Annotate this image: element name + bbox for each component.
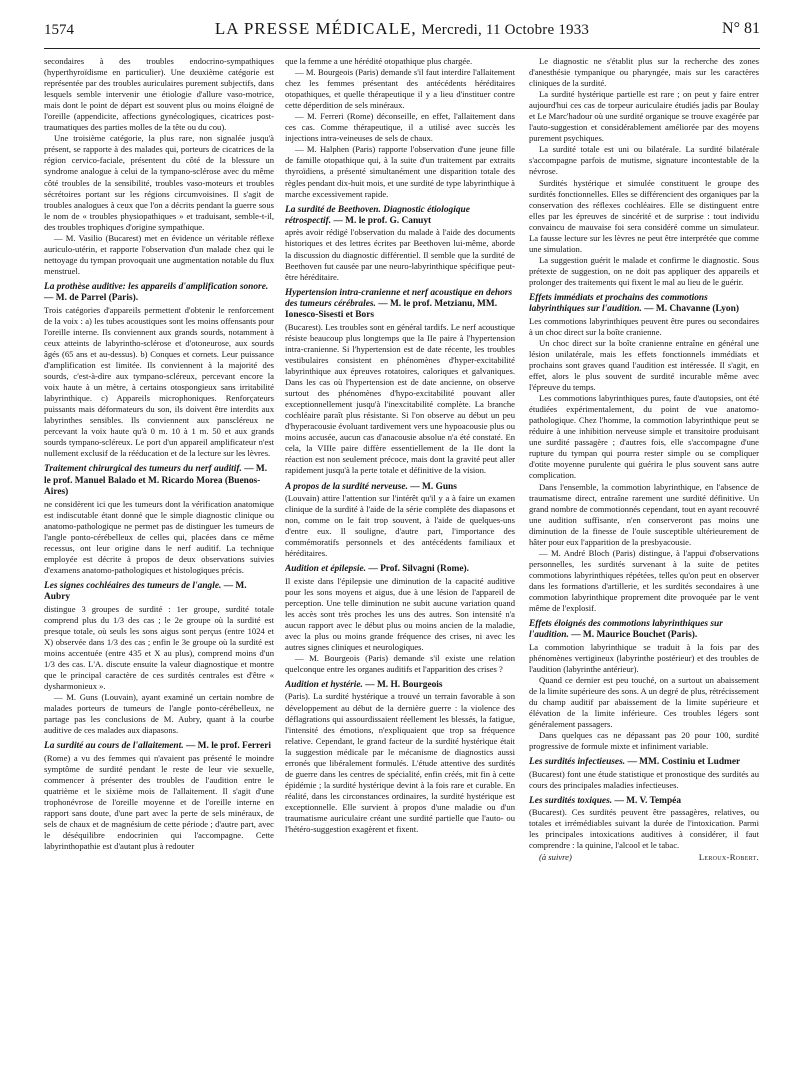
heading-author: — M. Aubry <box>44 580 247 603</box>
paragraph: Trois catégories d'appareils permettent d'obtenir le renforcement de la voix : a) les tubes acoustiques sont les moins offensants pour l'oreille interne. Ils conviennent aux grands sourds, notamment à ceux atteints de labyrintho-sclérose et d'otoneurose, aux sourds âgés (65 ans et au-dessus). b) Conques et cornets. Leur puissance d'amplification est limitée. Ils conviennent à la majorité des sourds, c'est-à-dire aux tympano-scléreux, percevant encore la voix haute à un mètre, à certains otospongieux sans irritabilité labyrinthique. c) Appareils microphoniques. Renforçateurs puissants mais déformateurs du son, ils doivent être interdits aux labyrinthes sensibles. Ils conviennent aux panscléreux ne percevant la voix haute qu'à 0 m. 10 à 1 m. 50 et aux grands sourds tympano-scléreux. Le port d'un appareil amplificateur n'est nullement exclusif de la rééducation et de la lecture sur les lèvres. <box>44 304 274 459</box>
paragraph: — M. André Bloch (Paris) distingue, à l'appui d'observations personnelles, les surdités survenant à la suite de petites commotions labyrinthiques répétées, telles qu'on peut en observer dans les formations d'artillerie, et les surdités secondaires à une commotion labyrinthique proprement dite provoquée par le vent même de l'explosif. <box>529 547 759 614</box>
paragraph: (Louvain) attire l'attention sur l'intérêt qu'il y a à faire un examen clinique de la surdité à l'aide de la série complète des diapasons et non, comme on le fait trop souvent, à l'aide de quelques-uns d'entre eux. Il souligne, d'autre part, l'importance des commémoratifs personnels et des antécédents familiaux et héréditaires. <box>285 492 515 559</box>
author-signature: Leroux-Robert. <box>698 852 759 863</box>
section-heading <box>285 564 515 575</box>
paragraph: Dans l'ensemble, la commotion labyrinthique, en l'absence de traumatisme direct, entraîne rarement une surdité définitive. Un grand nombre de commotionnés cependant, tout en ayant recouvré une audition suffisante, n'en conserveront pas moins une diminution de la finesse de l'ouïe susceptible ultérieurement de hâter pour eux l'apparition de la presbyacousie. <box>529 481 759 547</box>
section-heading <box>529 293 759 316</box>
heading-author: — M. le prof. Metzianu, MM. Ionesco-Sisesti et Bors <box>285 299 498 321</box>
paragraph: que la femme a une hérédité otopathique plus chargée. <box>285 56 473 66</box>
paragraph: (Rome) a vu des femmes qui n'avaient pas présenté le moindre symptôme de surdité pendant le reste de leur vie sexuelle, commencer à présenter des troubles de l'audition entre le quatrième et le sixième mois de l'allaitement. Il s'agit d'une trophonévrose de l'oreille moyenne et de l'oreille interne en rapport sans doute, d'une part avec la perte de sels minéraux, de sels de chaux et de magnésium de cette période ; d'autre part, avec le déséquilibre endocrinien qui l'accompagne. Cette labyrinthopathie est d'autant plus à redouter <box>44 752 274 852</box>
section-heading <box>44 741 274 752</box>
article-signature <box>529 852 759 863</box>
page-header <box>44 18 760 48</box>
paragraph: Quand ce dernier est peu touché, on a surtout un abaissement de la limite supérieure des sons. A un degré de plus, rétrécissement du champ auditif par abaissement de la limite supérieure et élévation de la limite inférieure. Ces troubles légers sont généralement passagers. <box>529 675 759 730</box>
heading-title: Audition et épilepsie. <box>285 564 366 575</box>
heading-author: — MM. Costiniu et Ludmer <box>627 757 741 768</box>
heading-title: Traitement chirurgical des tumeurs du nerf auditif. <box>44 464 242 475</box>
paragraph: Dans quelques cas ne dépassant pas 20 pour 100, surdité progressive de formule mixte et infiniment variable. <box>529 730 759 752</box>
page-number: 1574 <box>44 22 74 38</box>
issue-number: N° 81 <box>722 20 760 37</box>
paragraph: Le diagnostic ne s'établit plus sur la recherche des zones d'anesthésie tympanique ou pharyngée, mais sur les caractères cliniques de la surdité. <box>529 56 759 89</box>
paragraph: Les commotions labyrinthiques pures, faute d'autopsies, ont été étudiées expérimentalement, du point de vue anatomo-pathologique. Chez l'homme, la commotion labyrinthique peut se réduire à une inhibition nerveuse simple et transitoire produisant une surdité passagère ; d'autres fois, elle s'accompagne d'une rupture du tympan qui pourra rester simple ou se compliquer d'otite moyenne purulente qui guérira le plus souvent sans autre complication. <box>529 393 759 481</box>
heading-author: — M. Maurice Bouchet (Paris). <box>571 630 698 641</box>
heading-author: — M. le prof. G. Canuyt <box>333 216 432 227</box>
header-rule <box>44 48 760 49</box>
heading-title: Audition et hystérie. <box>285 680 363 691</box>
paragraph: (Bucarest). Ces surdités peuvent être passagères, relatives, ou totales et irrémédiables suivant la durée de l'intoxication. Parmi les principales intoxications auditives à considérer, il faut comprendre : la quinine, l'alcool et le tabac. <box>529 807 759 851</box>
paragraph: Une troisième catégorie, la plus rare, non signalée jusqu'à présent, se rapporte à des malades qui, porteurs de cicatrices de la région cervico-faciale, présentent du côté de la blessure un syndrome analogue à celui de la tympano-sclérose avec du même côté troubles de la sensibilité, troubles vaso-moteurs et troubles sécrétoires portant sur les régions circumvoisines. Il s'agit de troubles analogues à ceux que l'on a décrits pendant la guerre sous le nom de « troubles physiopathiques » et traduisant, semble-t-il, des troubles trophiques d'origine sympathique. <box>44 133 274 232</box>
column-3 <box>529 56 759 1076</box>
issue-date: Mercredi, 11 Octobre 1933 <box>421 22 590 38</box>
paragraph: — M. Vasilio (Bucarest) met en évidence un véritable réflexe auriculo-utérin, et rapporte l'observation d'un malade chez qui le nettoyage du tympan provoquait une augmentation notable du flux menstruel. <box>44 232 274 276</box>
heading-author: — M. de Parrel (Paris). <box>44 293 139 304</box>
heading-author: — M. le prof. Manuel Balado et M. Ricardo Morea (Buenos-Aires) <box>44 464 268 498</box>
column-1 <box>44 56 274 1076</box>
to-be-continued: (à suivre) <box>539 852 572 863</box>
heading-title: La prothèse auditive: les appareils d'amplification sonore. <box>44 281 269 292</box>
heading-title: La surdité au cours de l'allaitement. <box>44 741 184 752</box>
paragraph: Un choc direct sur la boîte cranienne entraîne en général une lésion unilatérale, mais les effets fonctionnels immédiats et prochains sont graves quand l'audition est intéressée. Il s'agit, en effet, alors le plus souvent de surdité incurable même avec l'épreuve du temps. <box>529 337 759 393</box>
section-heading <box>44 581 274 604</box>
paragraph: ne considèrent ici que les tumeurs dont la vérification anatomique est indiscutable étant donné que le simple diagnostic clinique ou anatomo-pathologique ne permet pas de distinguer les tumeurs de l'angle ponto-cérébelleux de celles qui, placées dans ce même recessus, ont leur origine dans le nerf auditif. La technique employée est décrite à propos de deux observations suivies d'examens anatomo-pathologiques et histologiques précis. <box>44 498 274 575</box>
paragraph: après avoir rédigé l'observation du malade à l'aide des documents historiques et des lettres écrites par Beethoven lui-même, aborde la discussion du diagnostic différentiel. Il semble que la surdité de Beethoven fut causée par une neuro-labyrinthique spécifique peut-être héréditaire. <box>285 227 515 282</box>
heading-author: — M. le prof. Ferreri <box>185 741 271 752</box>
section-heading <box>44 464 274 498</box>
paragraph: Les commotions labyrinthiques peuvent être pures ou secondaires à un choc direct sur la boîte cranienne. <box>529 315 759 337</box>
paragraph: La suggestion guérit le malade et confirme le diagnostic. Sous prétexte de suggestion, on ne doit pas appliquer des appareils et prolonger des traitements qui fixent le mal au lieu de le guérir. <box>529 254 759 287</box>
heading-author: — Prof. Silvagni (Rome). <box>368 564 469 575</box>
paragraph: — M. Halphen (Paris) rapporte l'observation d'une jeune fille de famille otopathique qui, à la suite d'un traitement par extraits thyroïdiens, a présenté simultanément une disparition totale des règles pendant dix-huit mois, et une surdité de type labyrinthique à marche excessivement rapide. <box>285 144 515 199</box>
paragraph: La surdité hystérique partielle est rare ; on peut y faire entrer aujourd'hui ces cas de torpeur auriculaire étudiés jadis par Boulay et Le Marc'hadour où une surdité organique se trouve exagérée par l'auto-suggestion et considérablement améliorée par des moyens purement psychiques. <box>529 89 759 144</box>
paragraph: distingue 3 groupes de surdité : 1er groupe, surdité totale comprend plus du 1/3 des cas ; le 2e groupe où la surdité est presque totale, où seuls les sons aigus sont perçus (entre 1024 et X) observée dans 1/3 des cas ; enfin le 3e groupe où la surdité est moins accentuée (entre 435 et X au plus), comprend moins d'un 1/3 des cas. L'A. discute ensuite la valeur diagnostique et montre que le principal caractère de ces surdités centrales est d'être « dysharmonieux ». <box>44 603 274 692</box>
section-heading <box>529 757 759 768</box>
section-heading <box>44 282 274 305</box>
heading-title: Effets éloignés des commotions labyrinthiques sur l'audition. <box>529 619 723 641</box>
paragraph: La surdité totale est uni ou bilatérale. La surdité bilatérale s'accompagne parfois de mutisme, signature incontestable de la névrose. <box>529 144 759 177</box>
section-heading <box>285 482 515 493</box>
heading-title: Les surdités infectieuses. <box>529 757 626 768</box>
section-heading <box>529 796 759 807</box>
heading-author: — M. V. Tempéa <box>614 795 682 806</box>
paragraph: (Paris). La surdité hystérique a trouvé un terrain favorable à son développement au début de la dernière guerre : la violence des déflagrations qui assourdissaient réellement les blessés, la fatigue, l'intensité des émotions, n'expliquaient que trop sa fréquence relative. Cependant, le grand facteur de la surdité hystérique était la suggestion médicale par le mécanisme de diagnostics aussi erronés que libéralement formulés. L'étude attentive des surdités de guerre dans les centres de spécialité, enfin créés, mit fin à cette épidémie ; la surdité hystérique devint à la fois rare et curable. En réalité, dans les circonstances ordinaires, la surdité hystérique est exceptionnelle. Elle survient à propos d'une maladie ou d'un traumatisme auriculaire créant une surdité partielle que l'auto- ou l'hétéro-suggestion exagèrent et fixent. <box>285 691 515 835</box>
heading-title: La surdité de Beethoven. Diagnostic étiologique rétrospectif. <box>285 204 470 227</box>
paragraph: (Bucarest) font une étude statistique et pronostique des surdités au cours des principales maladies infectieuses. <box>529 768 759 790</box>
paragraph: (Bucarest). Les troubles sont en général tardifs. Le nerf acoustique résiste beaucoup plus longtemps que la IIe paire à l'hypertension intra-cranienne. Si l'hypertension est de date récente, les troubles vestibulaires consistent en phénomènes d'hyper-excitabilité labyrinthique aux épreuves rotatoires, caloriques et galvaniques. Dans les cas où l'hypertension est de date ancienne, on observe surtout des phénomènes d'hypo-excitabilité pouvant aller exceptionnellement jusqu'à l'inexcitabilité complète. La branche cochléaire paraît plus résistante. Si l'on observe au début un peu d'hyperacousie évoluant tardivement vers une hypoacousie plus ou moins accusée, aucun cas d'anacousie absolue n'a été constaté. En cela, la VIIIe paire diffère essentiellement de la IIe dont la réaction est non seulement précoce, mais dont la gravité peut aller rapidement jusqu'à la perte totale et définitive de la vision. <box>285 321 515 476</box>
section-heading <box>285 680 515 691</box>
heading-title: A propos de la surdité nerveuse. <box>285 481 408 492</box>
paragraph: — M. Ferreri (Rome) déconseille, en effet, l'allaitement dans ces cas. Comme thérapeutique, il a utilisé avec succès les injections intra-veineuses de sels de chaux. <box>285 111 515 144</box>
heading-author: — M. H. Bourgeois <box>365 680 443 691</box>
heading-author: — M. Chavanne (Lyon) <box>644 304 739 315</box>
paragraph: — M. Bourgeois (Paris) demande s'il existe une relation quelconque entre les organes auditifs et l'apparition des crises ? <box>285 652 515 674</box>
paragraph: La commotion labyrinthique se traduit à la fois par des phénomènes vertigineux (labyrinthe postérieur) et des troubles de l'audition (labyrinthe antérieur). <box>529 641 759 674</box>
paragraph: Surdités hystérique et simulée constituent le groupe des surdités fonctionnelles. Elles se différencient des organiques par la conservation des réflexes cochléaires. Elle se distinguent entre elles par les épreuves de sincérité et de surprise : tout individu convaincu de mauvaise foi sera considéré comme un simulateur. La fausse lecture sur les lèvres ne peut être interprétée que comme une simulation. <box>529 177 759 254</box>
paragraph: — M. Guns (Louvain), ayant examiné un certain nombre de malades porteurs de tumeurs de l'angle ponto-cérébelleux, ne partage pas les conclusions de M. Aubry, quant à la courbe auditive de ces malades aux diapasons. <box>44 692 274 736</box>
paragraph: — M. Bourgeois (Paris) demande s'il faut interdire l'allaitement chez les femmes présentant des antécédents héréditaires otopathiques, et quelle thérapeutique il y a lieu d'instituer contre cette déperdition de sels minéraux. <box>285 67 515 111</box>
heading-title: Les signes cochléaires des tumeurs de l'angle. <box>44 580 222 591</box>
journal-name: LA PRESSE MÉDICALE, <box>214 19 417 38</box>
column-2 <box>285 56 515 1076</box>
section-heading <box>285 288 515 322</box>
heading-title: Les surdités toxiques. <box>529 795 613 806</box>
heading-author: — M. Guns <box>410 481 457 492</box>
section-heading <box>285 205 515 228</box>
heading-title: Hypertension intra-cranienne et nerf acoustique en dehors des tumeurs cérébrales. <box>285 287 513 310</box>
heading-title: Effets immédiats et prochains des commotions labyrinthiques sur l'audition. <box>529 292 708 315</box>
paragraph: secondaires à des troubles endocrino-sympathiques (hyperthyroïdisme en particulier). Une deuxième catégorie est représentée par des troubles auriculaires purement subjectifs, dans lesquels semble intervenir une étiologie d'allure vaso-motrice, mais dont le point de départ est souvent plus ou moins éloigné de l'oreille (appendicite, affections gynécologiques, cicatrices post-traumatiques des parties molles de la tête ou du cou). <box>44 56 274 133</box>
paragraph: Il existe dans l'épilepsie une diminution de la capacité auditive pour les sons moyens et aigus, due à une lésion de l'appareil de perception. Une telle diminution ne subit aucune variation quand les accès sont très proches les uns des autres. Son intensité n'a aucun rapport avec le début plus ou moins ancien de la maladie, avec la plus ou moins grande fréquence des crises, ni avec les autres signes cliniques et neurologiques. <box>285 575 515 652</box>
section-heading <box>529 619 759 642</box>
journal-title <box>44 19 760 39</box>
